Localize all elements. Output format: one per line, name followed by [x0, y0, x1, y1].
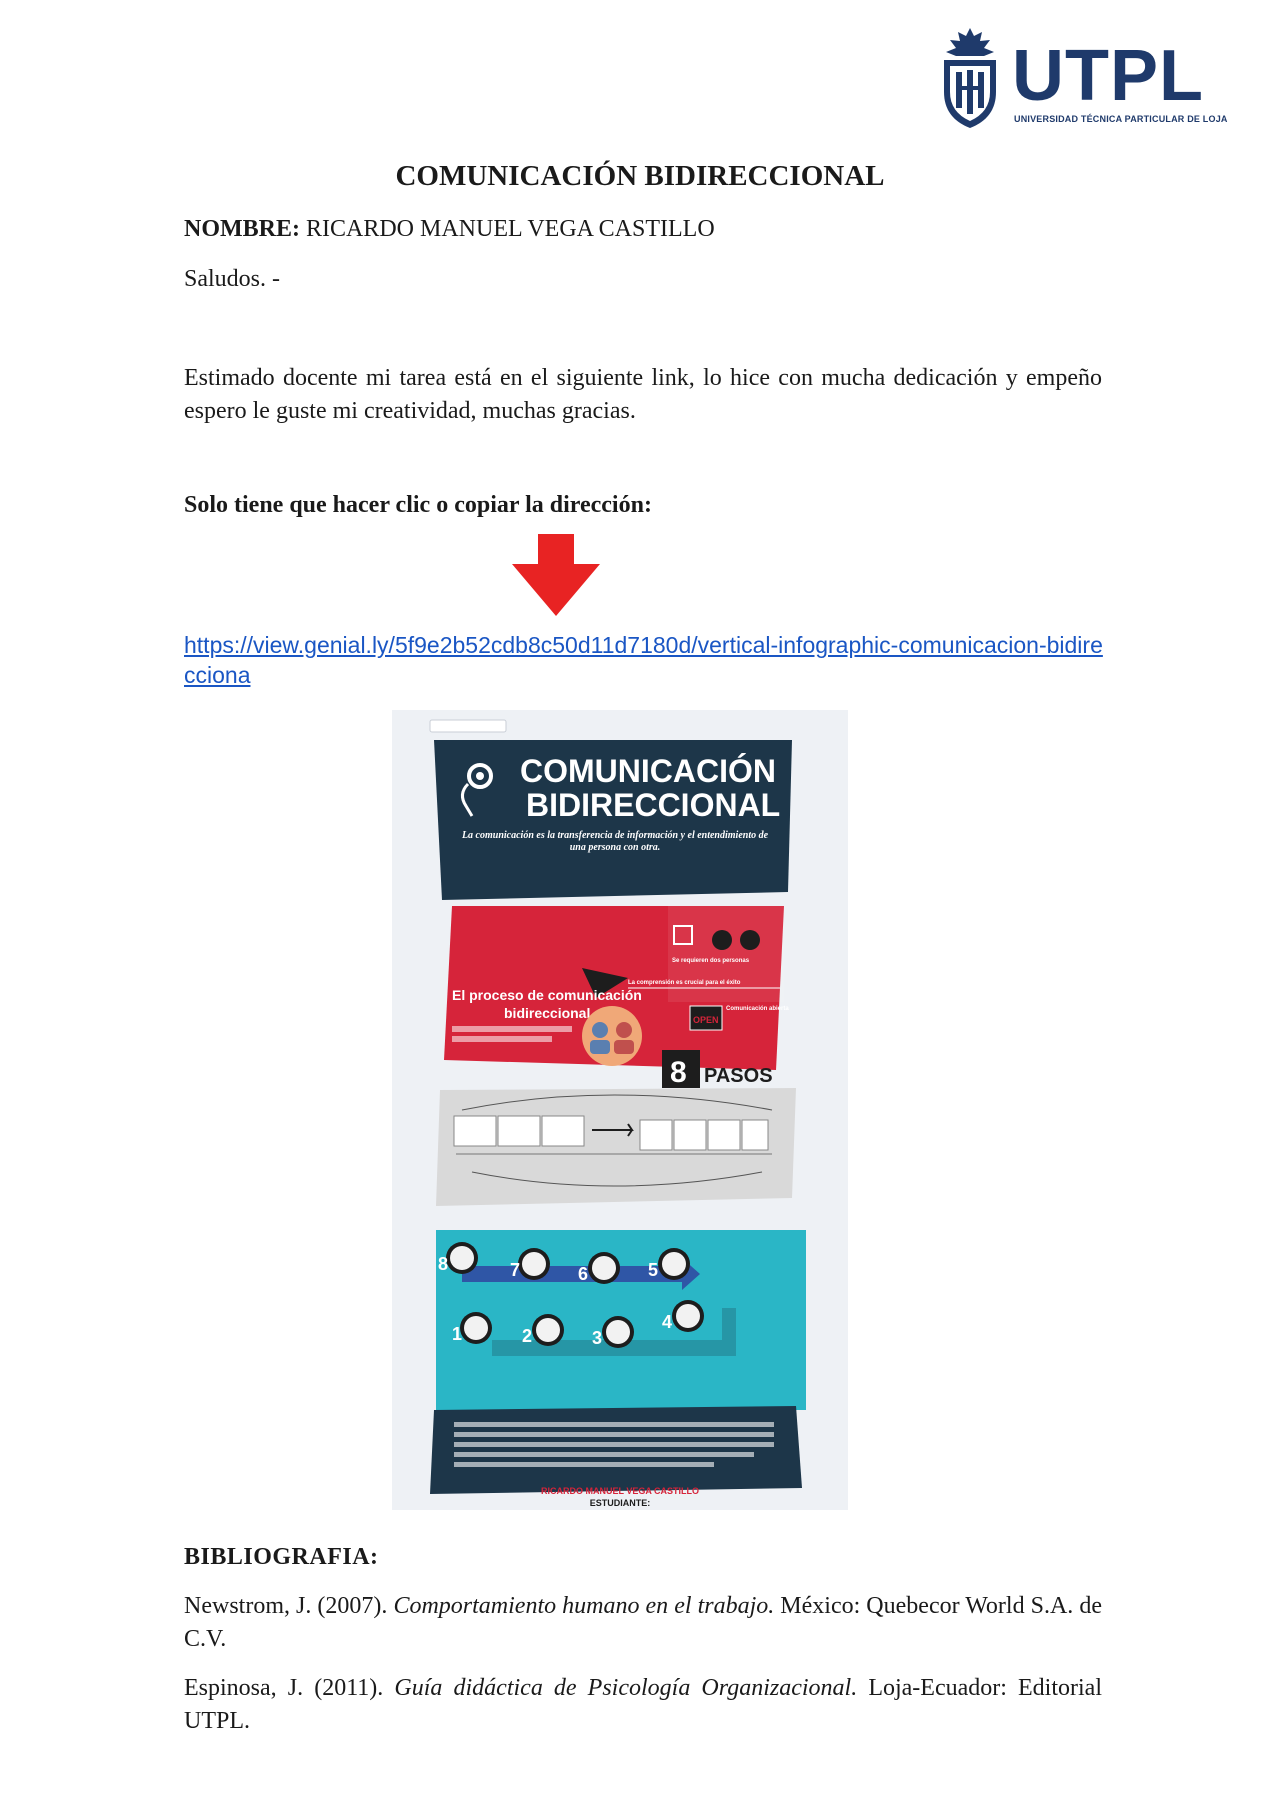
step-label: 2: [522, 1326, 533, 1346]
step-label: 1: [452, 1324, 463, 1344]
step-label: 7: [510, 1260, 521, 1280]
red-heading-line1: El proceso de comunicación: [452, 987, 642, 1003]
red-note-2: La comprensión es crucial para el éxito: [628, 980, 741, 986]
reference-title: Comportamiento humano en el trabajo.: [393, 1593, 775, 1619]
instruction-text: Solo tiene que hacer clic o copiar la dirección:: [184, 492, 652, 518]
student-name: RICARDO MANUEL VEGA CASTILLO: [540, 1486, 700, 1496]
infographic-title-line1: COMUNICACIÓN: [520, 753, 776, 789]
reference-title: Guía didáctica de Psicología Organizacional.: [394, 1675, 858, 1701]
reference-item: [184, 1672, 1102, 1738]
infographic-subtitle: La comunicación es la transferencia de información y el entendimiento de una persona con otra.: [461, 830, 769, 853]
name-label: NOMBRE:: [184, 216, 300, 242]
reference-item: [184, 1590, 1102, 1656]
page-title: COMUNICACIÓN BIDIRECCIONAL: [395, 160, 885, 192]
bibliography-heading: BIBLIOGRAFIA:: [184, 1544, 379, 1570]
name-value: RICARDO MANUEL VEGA CASTILLO: [300, 216, 715, 242]
down-arrow-icon: [512, 534, 600, 616]
step-label: 4: [662, 1312, 673, 1332]
reference-publisher: Loja-Ecuador: Editorial UTPL.: [184, 1675, 1102, 1734]
step-label: 5: [648, 1260, 659, 1280]
red-note-3: Comunicación abierta: [726, 1006, 789, 1012]
reference-author: Newstrom, J. (2007).: [184, 1593, 394, 1619]
step-label: 8: [438, 1254, 449, 1274]
steps-word: PASOS: [704, 1065, 773, 1087]
infographic-image: [392, 710, 848, 1510]
student-name-line: [184, 216, 715, 243]
message-paragraph: Estimado docente mi tarea está en el siguiente link, lo hice con mucha dedicación y empeño espero le guste mi creatividad, muchas gracias.: [184, 365, 1102, 424]
greeting-text: Saludos. -: [184, 266, 280, 292]
utpl-subtitle: UNIVERSIDAD TÉCNICA PARTICULAR DE LOJA: [1014, 114, 1228, 124]
step-label: 3: [592, 1328, 603, 1348]
reference-publisher: México: Quebecor World S.A. de C.V.: [184, 1593, 1102, 1652]
infographic-title-line2: BIDIRECCIONAL: [526, 787, 781, 823]
reference-author: Espinosa, J. (2011).: [184, 1675, 395, 1701]
step-label: 6: [578, 1264, 589, 1284]
student-label: ESTUDIANTE:: [589, 1498, 651, 1508]
utpl-crest-icon: [938, 26, 1002, 130]
utpl-wordmark: UTPL: [1012, 36, 1204, 116]
open-sign: OPEN: [693, 1015, 719, 1025]
red-note-1: Se requieren dos personas: [672, 958, 750, 964]
genially-link[interactable]: https://view.genial.ly/5f9e2b52cdb8c50d11d7180d/vertical-infographic-comunicacion-bidirecciona: [184, 632, 1103, 688]
steps-number: 8: [670, 1056, 687, 1089]
utpl-logo: [938, 26, 1228, 134]
red-heading-line2: bidireccional: [504, 1005, 591, 1021]
